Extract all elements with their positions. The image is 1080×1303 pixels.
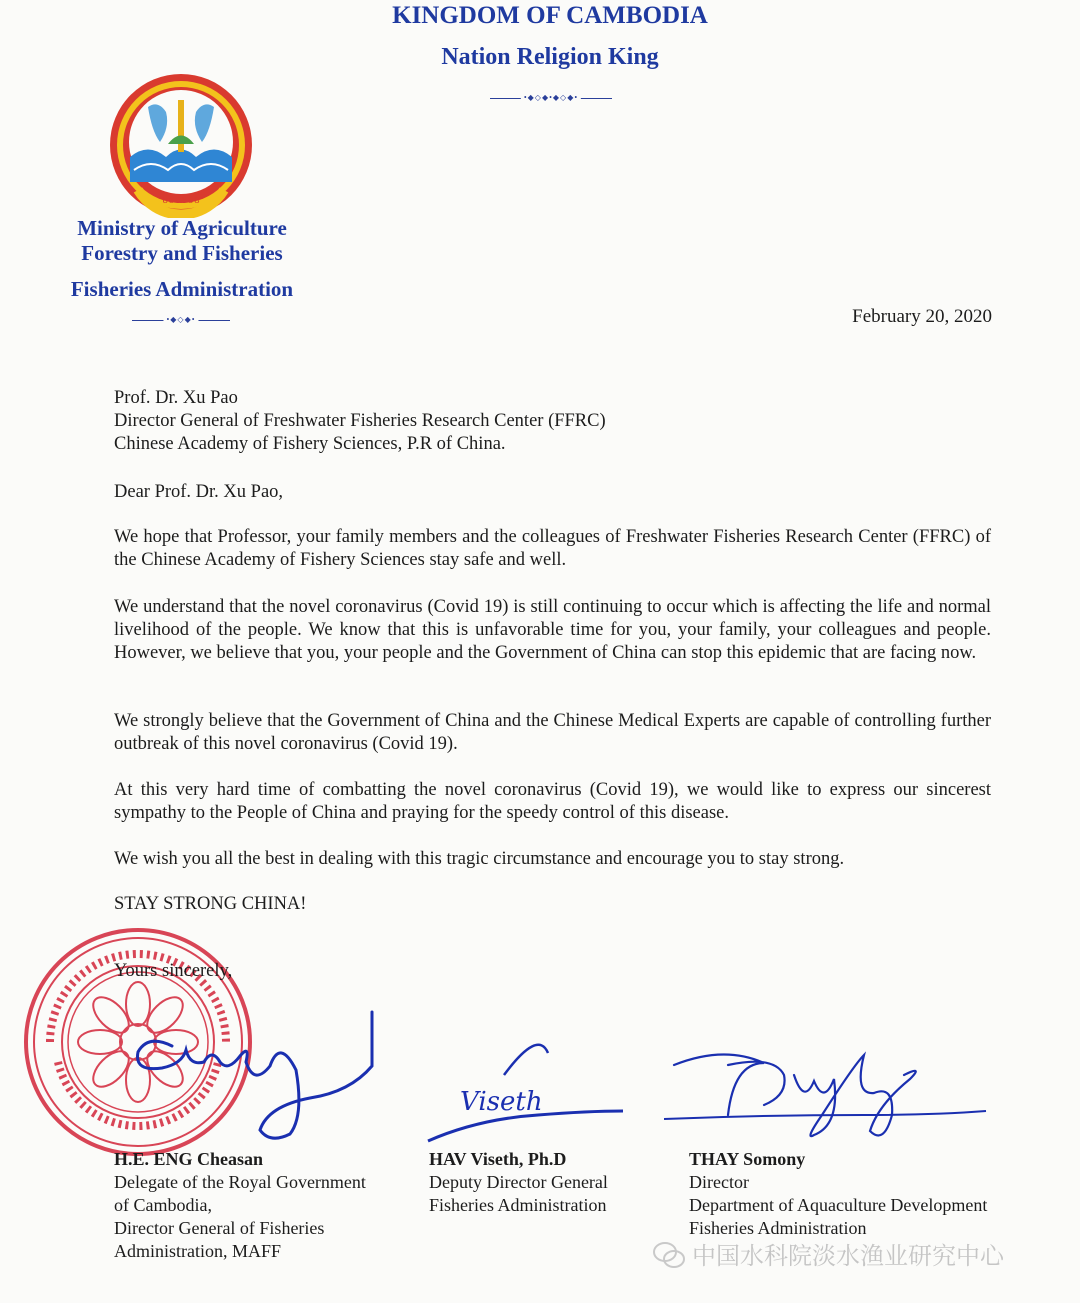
paragraph: We understand that the novel coronavirus (Covid 19) is still continuing to occur which is affecting the life and normal livelihood of the people. We know that this is unfavorable time for you, your family, your colleagues and people. However, we believe that you, your people and the Government of China can stop this epidemic that are facing now.: [114, 597, 991, 663]
signatory-name: HAV Viseth, Ph.D: [429, 1149, 567, 1169]
signatory-title-line: Delegate of the Royal Government: [114, 1172, 366, 1192]
signatory-title-line: Deputy Director General: [429, 1172, 608, 1192]
ministry-line-2: Forestry and Fisheries: [81, 241, 283, 265]
signatory-title-line: Administration, MAFF: [114, 1241, 282, 1261]
closing: Yours sincerely,: [114, 961, 233, 981]
paragraph: We strongly believe that the Government of China and the Chinese Medical Experts are capable of controlling further outbreak of this novel coronavirus (Covid 19).: [114, 711, 991, 754]
greeting: Dear Prof. Dr. Xu Pao,: [114, 482, 284, 502]
recipient-block: [114, 387, 606, 456]
signatory-title-line: Fisheries Administration: [429, 1195, 607, 1215]
signatory-title-line: Director General of Fisheries: [114, 1218, 325, 1238]
signatory-title-line: Department of Aquaculture Development: [689, 1195, 988, 1215]
ministry-emblem: [108, 72, 254, 218]
watermark: 中国水科院淡水渔业研究中心: [692, 1242, 1004, 1270]
wechat-icon: [652, 1240, 686, 1270]
signatory-title-line: Director: [689, 1172, 749, 1192]
stay-strong-line: STAY STRONG CHINA!: [114, 894, 307, 914]
ministry-ornament: •◆◇◆•: [132, 320, 230, 321]
signature-thay-somony: [664, 1035, 994, 1150]
signatory-block: [429, 1148, 608, 1217]
recipient-title: Director General of Freshwater Fisheries Research Center (FFRC): [114, 411, 606, 431]
letter-date: February 20, 2020: [852, 306, 992, 327]
signature-hav-viseth: [418, 1035, 628, 1145]
svg-text:ខខខខខខ: ខខខខខខ: [161, 195, 201, 206]
kingdom-title: KINGDOM OF CAMBODIA: [392, 2, 708, 29]
motto: Nation Religion King: [441, 44, 659, 70]
signature-text: Viseth: [460, 1087, 543, 1117]
recipient-org: Chinese Academy of Fishery Sciences, P.R of China.: [114, 434, 506, 454]
header-ornament: •◆◇◆•◆◇◆•: [490, 98, 612, 99]
signatory-title-line: of Cambodia,: [114, 1195, 212, 1215]
signatory-block: [689, 1148, 987, 1240]
recipient-name: Prof. Dr. Xu Pao: [114, 388, 238, 408]
signatory-title-line: Fisheries Administration: [689, 1218, 867, 1238]
signatory-name: THAY Somony: [689, 1149, 806, 1169]
paragraph: We hope that Professor, your family members and the colleagues of Freshwater Fisheries Research Center (FFRC) of the Chinese Academy of Fishery Sciences stay safe and well.: [114, 527, 991, 570]
signatory-block: [114, 1148, 366, 1263]
paragraph: At this very hard time of combatting the novel coronavirus (Covid 19), we would like to express our sincerest sympathy to the People of China and praying for the speedy control of this disease.: [114, 780, 991, 823]
paragraph: We wish you all the best in dealing with this tragic circumstance and encourage you to stay strong.: [114, 849, 845, 869]
fisheries-administration: Fisheries Administration: [70, 277, 294, 301]
signatory-name: H.E. ENG Cheasan: [114, 1149, 264, 1169]
signature-eng-cheasan: [120, 1006, 390, 1144]
ministry-line-1: Ministry of Agriculture: [77, 216, 287, 240]
